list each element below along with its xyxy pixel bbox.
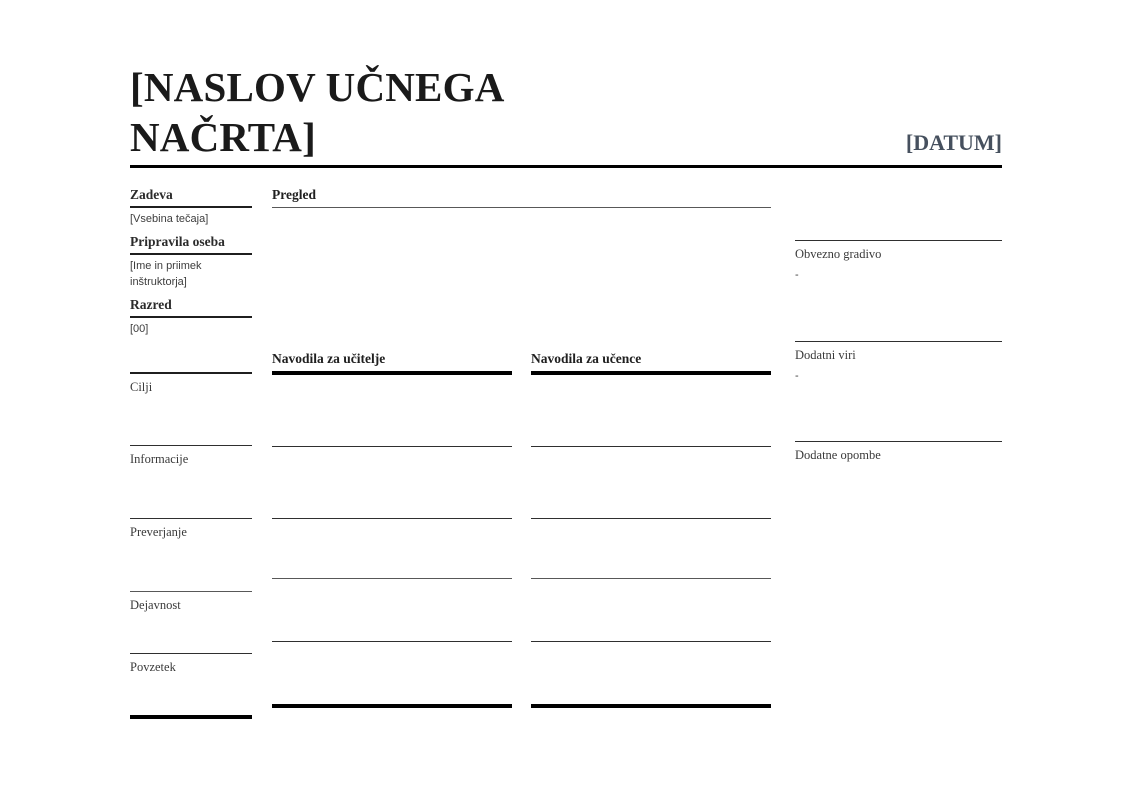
page-title: [NASLOV UČNEGA NAČRTA]	[130, 64, 503, 161]
additional-notes-space[interactable]	[795, 463, 1002, 523]
teacher-instructions-header: Navodila za učitelje	[272, 351, 386, 366]
left-column	[130, 186, 252, 719]
teacher-cell-goals[interactable]	[272, 375, 512, 446]
student-instructions-header: Navodila za učence	[531, 351, 642, 366]
additional-resources-label: Dodatni viri	[795, 347, 856, 362]
document-header	[130, 62, 1002, 168]
row-label-goals: Cilji	[130, 379, 153, 394]
row-assessment	[130, 518, 252, 591]
document-date: [DATUM]	[905, 130, 1002, 156]
teacher-cell-activity[interactable]	[272, 579, 512, 641]
header-row	[130, 62, 1002, 162]
row-label-assessment: Preverjanje	[130, 524, 187, 539]
teacher-cell-assessment[interactable]	[272, 519, 512, 578]
student-cell-activity[interactable]	[531, 579, 771, 641]
left-row-labels	[130, 372, 252, 719]
field-value-class[interactable]: [00]	[130, 323, 149, 336]
teacher-cell-summary[interactable]	[272, 642, 512, 704]
teacher-column-bottom-border	[272, 704, 512, 708]
student-cell-information[interactable]	[531, 447, 771, 518]
row-summary	[130, 653, 252, 715]
student-cell-summary[interactable]	[531, 642, 771, 704]
row-goals	[130, 372, 252, 445]
field-label-subject: Zadeva	[130, 187, 173, 202]
left-column-bottom-border	[130, 715, 252, 719]
field-label-class: Razred	[130, 297, 172, 313]
required-materials-bullet[interactable]: -	[795, 269, 799, 282]
field-block-class	[130, 296, 252, 337]
field-value-subject[interactable]: [Vsebina tečaja]	[130, 212, 209, 225]
row-activity	[130, 591, 252, 653]
overview-header: Pregled	[272, 187, 316, 202]
row-label-information: Informacije	[130, 451, 189, 466]
student-instructions-column	[531, 350, 771, 708]
field-label-prepared-by: Pripravila oseba	[130, 234, 225, 250]
row-label-activity: Dejavnost	[130, 597, 181, 612]
required-materials-space[interactable]	[795, 283, 1002, 335]
additional-notes-label: Dodatne opombe	[795, 448, 881, 463]
additional-resources-space[interactable]	[795, 383, 1002, 435]
header-divider	[130, 165, 1002, 168]
additional-resources-section	[795, 341, 1002, 436]
required-materials-label: Obvezno gradivo	[795, 247, 882, 261]
field-block-prepared-by	[130, 233, 252, 290]
additional-notes-section	[795, 441, 1002, 523]
field-block-subject	[130, 186, 252, 227]
row-information	[130, 445, 252, 518]
row-label-summary: Povzetek	[130, 659, 176, 674]
right-column	[795, 240, 1002, 523]
overview-section	[272, 186, 771, 208]
student-cell-goals[interactable]	[531, 375, 771, 446]
student-column-bottom-border	[531, 704, 771, 708]
student-cell-assessment[interactable]	[531, 519, 771, 578]
field-value-prepared-by[interactable]: [Ime in priimek inštruktorja]	[130, 260, 202, 288]
overview-divider	[272, 207, 771, 208]
additional-resources-bullet[interactable]: -	[795, 369, 799, 382]
teacher-cell-information[interactable]	[272, 447, 512, 518]
required-materials-section	[795, 240, 1002, 335]
teacher-instructions-column	[272, 350, 512, 708]
